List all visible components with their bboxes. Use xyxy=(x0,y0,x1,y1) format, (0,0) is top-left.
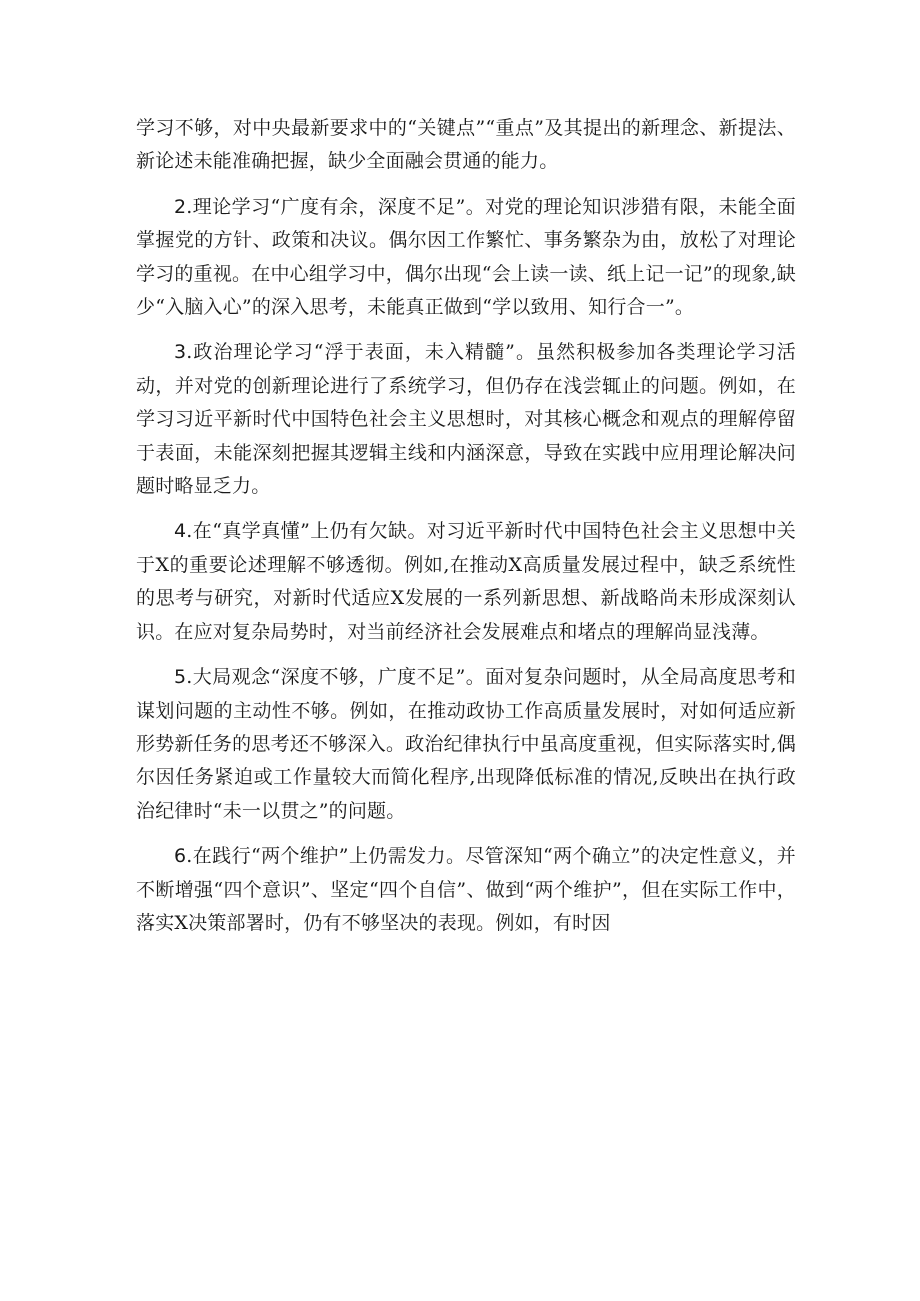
paragraph-text: .理论学习“广度有余，深度不足”。对党的理论知识涉猎有限，未能全面掌握党的方针、政策和决议。偶尔因工作繁忙、事务繁杂为由，放松了对理论学习的重视。在中心组学习中，偶尔出现“会上读一读、纸上记一记”的现象,缺少“入脑入心”的深入思考，未能真正做到“学以致用、知行合一”。 xyxy=(136,195,796,319)
item-number: 2 xyxy=(174,195,187,218)
paragraph-item-4 xyxy=(136,515,796,649)
item-number: 5 xyxy=(174,666,187,689)
paragraph-text: .在践行“两个维护”上仍需发力。尽管深知“两个确立”的决定性意义，并不断增强“四个意识”、坚定“四个自信”、做到“两个维护”，但在实际工作中，落实X决策部署时，仍有不够坚决的表现。例如，有时因 xyxy=(136,845,796,934)
paragraph-text: .政治理论学习“浮于表面，未入精髓”。虽然积极参加各类理论学习活动，并对党的创新理论进行了系统学习，但仍存在浅尝辄止的问题。例如，在学习习近平新时代中国特色社会主义思想时，对其核心概念和观点的理解停留于表面，未能深刻把握其逻辑主线和内涵深意，导致在实践中应用理论解决问题时略显乏力。 xyxy=(136,341,796,498)
paragraph-item-6 xyxy=(136,840,796,940)
document-body xyxy=(136,112,796,952)
paragraph-text: 学习不够，对中央最新要求中的“关键点”“重点”及其提出的新理念、新提法、新论述未能准确把握，缺少全面融会贯通的能力。 xyxy=(136,117,796,173)
paragraph-text: .在“真学真懂”上仍有欠缺。对习近平新时代中国特色社会主义思想中关于X的重要论述理解不够透彻。例如,在推动X高质量发展过程中，缺乏系统性的思考与研究，对新时代适应X发展的一系列新思想、新战略尚未形成深刻认识。在应对复杂局势时，对当前经济社会发展难点和堵点的理解尚显浅薄。 xyxy=(136,520,796,643)
paragraph-item-5 xyxy=(136,661,796,828)
paragraph-item-2 xyxy=(136,191,796,325)
item-number: 6 xyxy=(174,845,187,868)
paragraph-item-3 xyxy=(136,336,796,503)
paragraph-text: .大局观念“深度不够，广度不足”。面对复杂问题时，从全局高度思考和谋划问题的主动性不够。例如，在推动政协工作高质量发展时，对如何适应新形势新任务的思考还不够深入。政治纪律执行中虽高度重视，但实际落实时,偶尔因任务紧迫或工作量较大而简化程序,出现降低标准的情况,反映出在执行政治纪律时“未一以贯之”的问题。 xyxy=(136,666,796,822)
item-number: 4 xyxy=(174,520,187,543)
item-number: 3 xyxy=(174,341,187,364)
paragraph-continuation xyxy=(136,112,796,179)
